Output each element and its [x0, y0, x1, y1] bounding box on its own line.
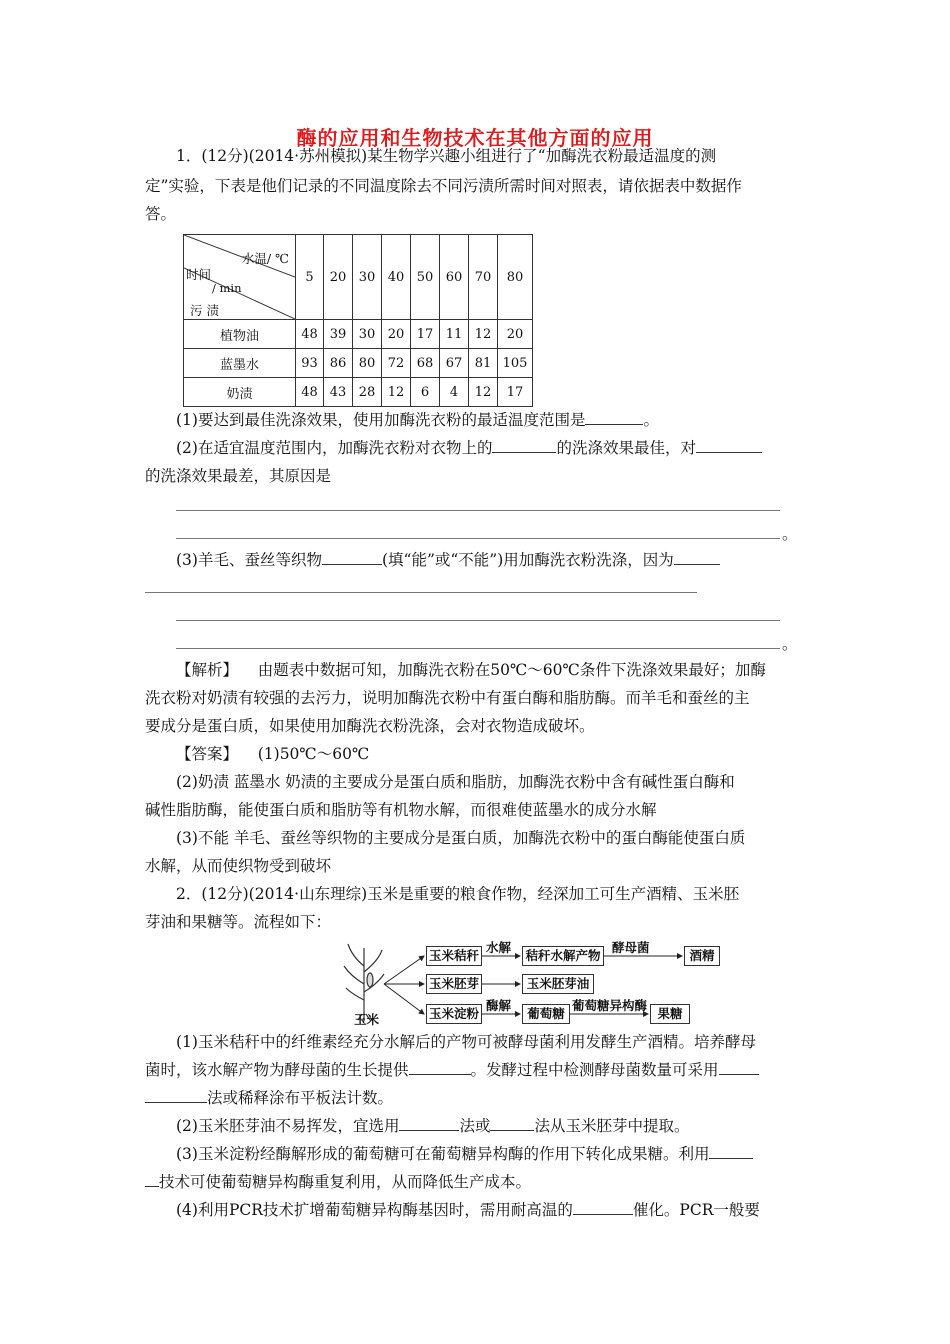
page-title: 酶的应用和生物技术在其他方面的应用: [296, 126, 654, 150]
q2-part3-line-2: [145, 1172, 531, 1192]
temp-header-cell: 30: [353, 235, 382, 320]
q1-part3-text-a: (3)羊毛、蚕丝等织物: [176, 551, 322, 569]
stain-time-table: [183, 234, 533, 407]
table-row: [184, 378, 533, 407]
header-time: 时间: [186, 267, 212, 282]
q1-part2-text-a: (2)在适宜温度范围内，加酶洗衣粉对衣物上的: [176, 439, 493, 457]
row-label: 奶渍: [184, 378, 296, 407]
q1-intro-line-3: 答。: [145, 205, 177, 223]
q2-part1-text-b: 菌时，该水解产物为酵母菌的生长提供: [145, 1061, 409, 1079]
answer-blank[interactable]: [492, 438, 556, 453]
table-cell: 105: [498, 349, 533, 378]
flow-box-corn-germ: 玉米胚芽: [426, 974, 482, 994]
table-cell: 43: [324, 378, 353, 407]
q1-part1-end: 。: [643, 411, 659, 429]
table-cell: 4: [440, 378, 469, 407]
header-stain: 污 渍: [190, 303, 219, 318]
table-corner-header: [184, 235, 296, 320]
table-cell: 68: [411, 349, 440, 378]
q2-part1-line-1: (1)玉米秸秆中的纤维素经充分水解后的产物可被酵母菌利用发酵生产酒精。培养酵母: [176, 1033, 756, 1051]
answer-line[interactable]: [145, 592, 697, 593]
temp-header-cell: 5: [296, 235, 324, 320]
q1-part2-text-b: 的洗涤效果最佳，对: [556, 439, 696, 457]
answer-blank[interactable]: [696, 438, 762, 453]
answer-blank[interactable]: [719, 1060, 759, 1075]
answer-blank[interactable]: [709, 1144, 753, 1159]
table-row: [184, 349, 533, 378]
q1-part2-text-c: 的洗涤效果最差，其原因是: [145, 467, 332, 485]
table-cell: 80: [353, 349, 382, 378]
table-cell: 11: [440, 320, 469, 349]
q2-part4-text-a: (4)利用PCR技术扩增葡萄糖异构酶基因时，需用耐高温的: [176, 1201, 573, 1219]
flow-label-hydrolysis: 水解: [486, 940, 512, 955]
table-cell: 72: [382, 349, 411, 378]
table-cell: 81: [469, 349, 498, 378]
q2-part2-text-b: 法或: [459, 1117, 491, 1135]
answer-blank[interactable]: [490, 1116, 534, 1131]
answer-blank[interactable]: [145, 1088, 207, 1103]
answer-blank[interactable]: [145, 1172, 159, 1187]
temp-header-cell: 20: [324, 235, 353, 320]
q2-part3-text-a: (3)玉米淀粉经酶解形成的葡萄糖可在葡萄糖异构酶的作用下转化成果糖。利用: [176, 1145, 710, 1163]
table-row: [184, 320, 533, 349]
flow-box-corn-starch: 玉米淀粉: [426, 1004, 482, 1024]
analysis-text-2: 洗衣粉对奶渍有较强的去污力，说明加酶洗衣粉中有蛋白酶和脂肪酶。而羊毛和蚕丝的主: [145, 689, 750, 707]
answer-text-2b: 碱性脂肪酶，能使蛋白质和脂肪等有机物水解，而很难使蓝墨水的成分水解: [145, 801, 657, 819]
table-cell: 12: [469, 378, 498, 407]
q1-part1: [176, 410, 659, 430]
flow-label-yeast: 酵母菌: [612, 940, 650, 955]
header-water-temp: 水温/ ℃: [241, 251, 289, 266]
q2-part3-text-b: 技术可使葡萄糖异构酶重复利用，从而降低生产成本。: [159, 1173, 532, 1191]
answer-line[interactable]: [176, 620, 780, 621]
flow-box-germ-oil: 玉米胚芽油: [522, 974, 594, 994]
table-cell: 48: [296, 378, 324, 407]
answer-line[interactable]: [176, 510, 780, 511]
temp-header-cell: 80: [498, 235, 533, 320]
corn-label: 玉米: [354, 1012, 380, 1027]
flow-box-corn-straw: 玉米秸秆: [426, 946, 482, 966]
table-cell: 17: [498, 378, 533, 407]
q1-part3-line-1: [176, 550, 720, 570]
temp-header-cell: 60: [440, 235, 469, 320]
flow-label-isomerase: 葡萄糖异构酶: [572, 998, 648, 1013]
table-cell: 86: [324, 349, 353, 378]
q1-part1-text: (1)要达到最佳洗涤效果，使用加酶洗衣粉的最适温度范围是: [176, 411, 586, 429]
row-label: 植物油: [184, 320, 296, 349]
table-cell: 12: [382, 378, 411, 407]
row-label: 蓝墨水: [184, 349, 296, 378]
answer-blank[interactable]: [674, 550, 720, 565]
table-cell: 93: [296, 349, 324, 378]
answer-blank[interactable]: [573, 1200, 633, 1215]
temp-header-cell: 70: [469, 235, 498, 320]
analysis-text-1: 由题表中数据可知，加酶洗衣粉在50℃～60℃条件下洗涤效果最好；加酶: [257, 661, 766, 679]
answer-tag: 【答案】: [176, 745, 239, 763]
table-cell: 20: [382, 320, 411, 349]
table-cell: 20: [498, 320, 533, 349]
q2-part4-text-b: 催化。PCR一般要: [632, 1201, 760, 1219]
process-flow-diagram: [340, 936, 700, 1026]
answer-line-1: [176, 744, 369, 764]
table-cell: 39: [324, 320, 353, 349]
analysis-line-1: [176, 660, 766, 680]
answer-blank[interactable]: [322, 550, 382, 565]
q1-intro-line-2: 定”实验，下表是他们记录的不同温度除去不同污渍所需时间对照表，请依据表中数据作: [145, 177, 742, 195]
analysis-text-3: 要成分是蛋白质，如果使用加酶洗衣粉洗涤，会对衣物造成破坏。: [145, 717, 595, 735]
answer-line[interactable]: [176, 648, 780, 649]
answer-text-3b: 水解，从而使织物受到破坏: [145, 857, 332, 875]
q2-part3-line-1: [176, 1144, 753, 1164]
header-min: / min: [212, 281, 242, 295]
table-cell: 12: [469, 320, 498, 349]
flow-box-alcohol: 酒精: [684, 946, 720, 966]
q2-part4-line: [176, 1200, 760, 1220]
q2-part1-text-c: 。发酵过程中检测酵母菌数量可采用: [470, 1061, 719, 1079]
flow-box-glucose: 葡萄糖: [522, 1004, 570, 1024]
q2-part1-line-3: [145, 1088, 393, 1108]
answer-blank[interactable]: [409, 1060, 471, 1075]
q2-part2-text-c: 法从玉米胚芽中提取。: [534, 1117, 690, 1135]
answer-line[interactable]: [176, 538, 780, 539]
table-cell: 17: [411, 320, 440, 349]
flow-box-fructose: 果糖: [650, 1004, 690, 1024]
answer-text-2a: (2)奶渍 蓝墨水 奶渍的主要成分是蛋白质和脂肪，加酶洗衣粉中含有碱性蛋白酶和: [176, 773, 735, 791]
temp-header-cell: 40: [382, 235, 411, 320]
answer-text-3a: (3)不能 羊毛、蚕丝等织物的主要成分是蛋白质，加酶洗衣粉中的蛋白酶能使蛋白质: [176, 829, 746, 847]
flow-label-enzyme: 酶解: [486, 998, 512, 1013]
answer-blank[interactable]: [585, 410, 643, 425]
q2-part2-line: [176, 1116, 690, 1136]
table-cell: 67: [440, 349, 469, 378]
answer-text-1: (1)50℃～60℃: [257, 745, 370, 763]
q2-intro-line-2: 芽油和果糖等。流程如下：: [145, 913, 332, 931]
flow-box-straw-product: 秸秆水解产物: [522, 946, 604, 966]
q1-part2-period: 。: [782, 525, 798, 543]
table-cell: 28: [353, 378, 382, 407]
q1-part3-text-b: (填“能”或“不能”)用加酶洗衣粉洗涤，因为: [381, 551, 674, 569]
q1-part2-line-1: [176, 438, 762, 458]
q1-intro-line-1: 1．(12分)(2014·苏州模拟)某生物学兴趣小组进行了“加酶洗衣粉最适温度的测: [176, 147, 717, 165]
table-cell: 6: [411, 378, 440, 407]
answer-blank[interactable]: [399, 1116, 459, 1131]
q2-part1-text-d: 法或稀释涂布平板法计数。: [207, 1089, 394, 1107]
q1-part3-period: 。: [782, 635, 798, 653]
q2-part2-text-a: (2)玉米胚芽油不易挥发，宜选用: [176, 1117, 400, 1135]
analysis-tag: 【解析】: [176, 661, 239, 679]
table-cell: 48: [296, 320, 324, 349]
q2-part1-line-2: [145, 1060, 759, 1080]
table-cell: 30: [353, 320, 382, 349]
temp-header-cell: 50: [411, 235, 440, 320]
q2-intro-line-1: 2．(12分)(2014·山东理综)玉米是重要的粮食作物，经深加工可生产酒精、玉米胚: [176, 885, 740, 903]
